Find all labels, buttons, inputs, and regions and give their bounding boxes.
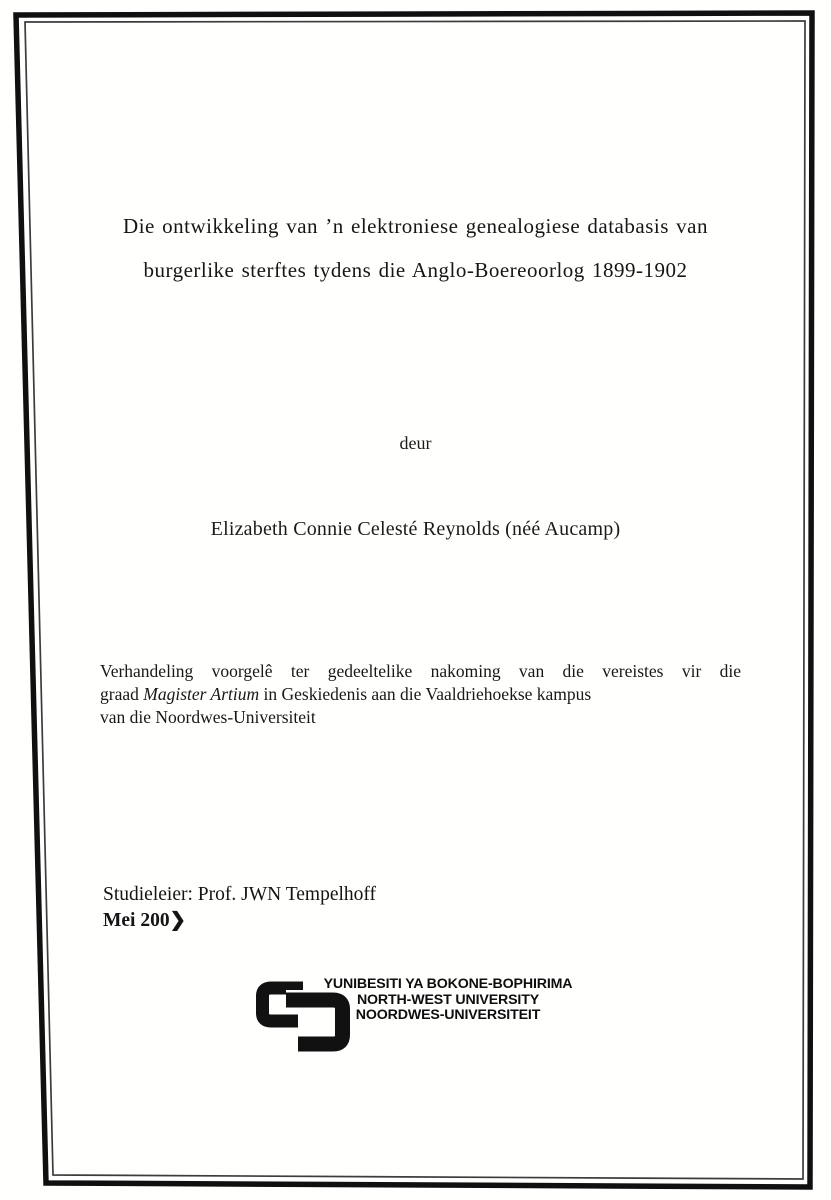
date-line: Mei 200❯ xyxy=(103,910,186,931)
logo-text-setswana: YUNIBESITI YA BOKONE-BOPHIRIMA xyxy=(323,976,573,992)
degree-statement-line3: van die Noordwes-Universiteit xyxy=(100,707,316,727)
thesis-title-line1: Die ontwikkeling van ’n elektroniese genealogiese databasis van xyxy=(123,214,708,238)
degree-name-italic: Magister Artium xyxy=(143,684,260,704)
degree-statement-line2 xyxy=(100,683,741,706)
university-logo xyxy=(254,976,584,1056)
degree-statement-line2-suffix: in Geskiedenis aan die Vaaldriehoekse kampus xyxy=(259,684,592,704)
university-logo-text xyxy=(316,977,580,1024)
supervisor-line: Studieleier: Prof. JWN Tempelhoff xyxy=(103,884,377,905)
degree-statement-line1: Verhandeling voorgelê ter gedeeltelike nakoming van die vereistes vir die xyxy=(100,661,741,681)
degree-statement xyxy=(100,660,741,729)
degree-statement-line2-prefix: graad xyxy=(100,684,144,704)
author-name: Elizabeth Connie Celesté Reynolds (néé Aucamp) xyxy=(210,518,621,540)
logo-text-english: NORTH-WEST UNIVERSITY xyxy=(356,991,540,1008)
supervisor-block xyxy=(103,882,376,934)
thesis-title-line2: burgerlike sterftes tydens die Anglo-Boereoorlog 1899-1902 xyxy=(143,258,688,282)
logo-text-afrikaans: NOORDWES-UNIVERSITEIT xyxy=(355,1007,541,1024)
byline-deur: deur xyxy=(399,433,432,453)
thesis-title xyxy=(0,204,831,292)
